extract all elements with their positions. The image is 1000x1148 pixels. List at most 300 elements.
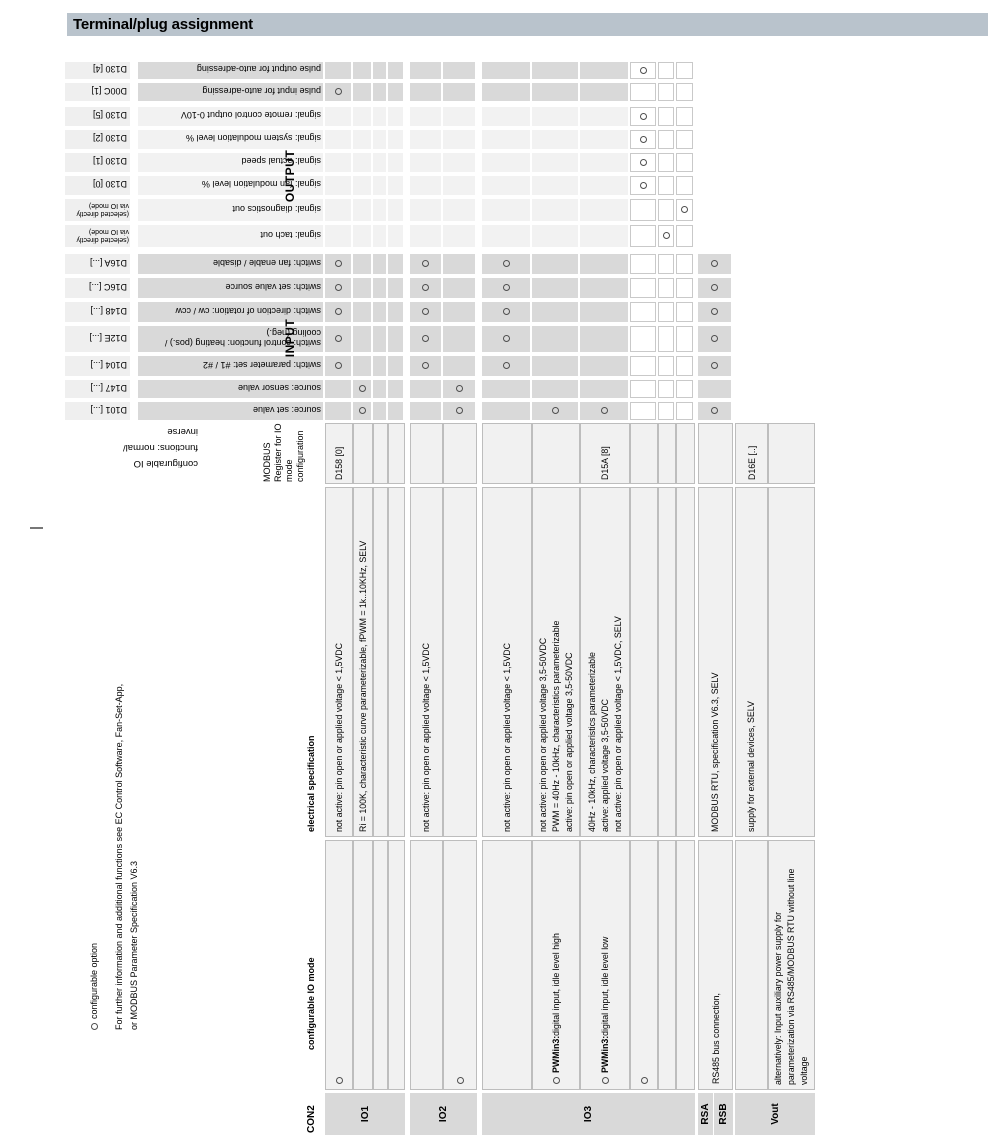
matrix-col-register-label: D130 [5] (92, 110, 127, 121)
io-mode-cell-io1c (373, 840, 388, 1090)
spec-cell-io3a: not active: pin open or applied voltage < 1,5VDC (482, 487, 532, 837)
matrix-cell (353, 302, 371, 322)
matrix-cell (580, 83, 628, 101)
matrix-cell (532, 225, 578, 247)
config-option-circle (503, 309, 510, 316)
matrix-cell (325, 130, 351, 149)
matrix-cell (373, 130, 386, 149)
matrix-col-register-label: D00C [1] (91, 86, 127, 96)
matrix-cell (580, 153, 628, 172)
config-option-circle (503, 336, 510, 343)
matrix-cell (630, 356, 656, 376)
matrix-cell (630, 199, 656, 221)
config-option-circle (359, 386, 366, 393)
matrix-cell (482, 153, 530, 172)
config-option-circle (335, 285, 342, 292)
matrix-cell (373, 107, 386, 126)
terminal-column-header: CON2 (306, 1105, 317, 1133)
footnote-info-line1: For further information and additional functions see EC Control Software, Fan-Set-App, (114, 683, 124, 1030)
config-option-circle (503, 285, 510, 292)
matrix-cell (580, 199, 628, 221)
matrix-cell (532, 153, 578, 172)
matrix-cell (698, 402, 731, 420)
matrix-cell (443, 254, 475, 274)
matrix-cell (676, 278, 693, 298)
matrix-cell (353, 225, 371, 247)
matrix-cell (482, 356, 530, 376)
matrix-cell (410, 326, 441, 352)
matrix-cell (482, 402, 530, 420)
matrix-col-label: signal: diagnostics out (232, 204, 321, 214)
matrix-cell (353, 130, 371, 149)
spec-cell-io3f (676, 487, 695, 837)
matrix-cell (388, 62, 403, 79)
matrix-col-label: signal: remote control output 0-10V (180, 110, 321, 121)
matrix-cell (325, 402, 351, 420)
config-option-circle (456, 386, 463, 393)
io-mode-cell-io3c: PWMin3: digital input, idle level low (580, 840, 630, 1090)
matrix-cell (410, 278, 441, 298)
matrix-cell (676, 225, 693, 247)
matrix-cell (388, 278, 403, 298)
register-cell-io3b (532, 423, 580, 484)
matrix-cell (353, 83, 371, 101)
matrix-cell (388, 380, 403, 398)
matrix-cell (532, 199, 578, 221)
matrix-cell (630, 302, 656, 322)
matrix-cell (698, 380, 731, 398)
matrix-cell (388, 130, 403, 149)
matrix-col-label: source: sensor value (237, 383, 321, 393)
matrix-cell (532, 278, 578, 298)
spec-cell-io3e (658, 487, 676, 837)
config-option-circle (601, 408, 608, 415)
spec-cell-io1b: Ri = 100K, characteristic curve parameterizable, fPWM = 1k..10KHz, SELV (353, 487, 373, 837)
functions-header: configurable IO functions: normal/ inverse (123, 426, 198, 469)
matrix-col-label: signal: system modulation level % (185, 133, 321, 144)
matrix-col-register-label: D16C [...] (88, 282, 127, 292)
matrix-cell (443, 199, 475, 221)
matrix-cell (630, 326, 656, 352)
matrix-col-label: signal: actual speed (241, 156, 321, 167)
matrix-cell (410, 199, 441, 221)
matrix-cell (410, 153, 441, 172)
matrix-cell (532, 402, 578, 420)
matrix-cell (676, 199, 693, 221)
matrix-col-register-label: D130 [2] (92, 133, 127, 144)
io-mode-cell-io2b (443, 840, 477, 1090)
config-option-circle (503, 261, 510, 268)
matrix-cell (443, 326, 475, 352)
spec-cell-io2a: not active: pin open or applied voltage < 1,5VDC (410, 487, 443, 837)
matrix-cell (676, 356, 693, 376)
circle-icon (457, 1077, 464, 1084)
io-mode-cell-io3f (676, 840, 695, 1090)
config-option-circle (663, 233, 670, 240)
output-group-label: OUTPUT (283, 149, 297, 203)
matrix-cell (698, 302, 731, 322)
config-option-circle (335, 261, 342, 268)
matrix-cell (410, 83, 441, 101)
config-option-circle (640, 182, 647, 189)
matrix-cell (373, 356, 386, 376)
terminal-cell-rsb (714, 1093, 733, 1135)
matrix-col-register-label: D147 [...] (90, 383, 127, 393)
matrix-cell (443, 302, 475, 322)
matrix-cell (353, 402, 371, 420)
matrix-cell (676, 302, 693, 322)
matrix-cell (373, 380, 386, 398)
io-mode-cell-io1a (325, 840, 353, 1090)
matrix-cell (676, 254, 693, 274)
matrix-cell (410, 62, 441, 79)
matrix-cell (353, 62, 371, 79)
matrix-cell (532, 326, 578, 352)
matrix-col-label: source: set value (252, 405, 321, 415)
matrix-cell (443, 225, 475, 247)
matrix-cell (658, 302, 674, 322)
fold-mark (30, 527, 43, 529)
matrix-cell (388, 356, 403, 376)
register-cell-io2a (410, 423, 443, 484)
terminal-cell-io2 (410, 1093, 477, 1135)
matrix-cell (443, 380, 475, 398)
matrix-cell (410, 225, 441, 247)
matrix-cell (580, 176, 628, 195)
terminal-label: IO3 (583, 1105, 594, 1123)
config-option-circle (711, 363, 718, 370)
spec-cell-io3d (630, 487, 658, 837)
matrix-cell (676, 62, 693, 79)
io-mode-cell-io1b (353, 840, 373, 1090)
io-mode-cell-io3e (658, 840, 676, 1090)
matrix-cell (373, 153, 386, 172)
matrix-cell (353, 254, 371, 274)
matrix-cell (325, 254, 351, 274)
matrix-col-label: pulse output for auto-adressing (196, 64, 321, 75)
matrix-cell (580, 254, 628, 274)
terminal-cell-io1 (325, 1093, 405, 1135)
circle-icon (336, 1077, 343, 1084)
config-option-circle (711, 336, 718, 343)
io-mode-cell-rs: RS485 bus connection, (698, 840, 733, 1090)
register-cell-vouta: D16E [..] (735, 423, 768, 484)
matrix-cell (658, 402, 674, 420)
config-option-circle (711, 309, 718, 316)
matrix-cell (532, 380, 578, 398)
matrix-col-register-label: (selected directly via IO mode) (76, 202, 129, 217)
io-mode-cell-io3b: PWMin3: digital input, idle level high (532, 840, 580, 1090)
spec-cell-io1d (388, 487, 405, 837)
matrix-cell (658, 199, 674, 221)
matrix-cell (630, 176, 656, 195)
matrix-cell (676, 402, 693, 420)
matrix-cell (630, 278, 656, 298)
matrix-cell (410, 107, 441, 126)
matrix-cell (443, 83, 475, 101)
matrix-cell (388, 225, 403, 247)
matrix-cell (580, 107, 628, 126)
matrix-col-label: switch: set value source (225, 282, 321, 292)
matrix-cell (658, 380, 674, 398)
matrix-cell (443, 176, 475, 195)
register-cell-io1c (373, 423, 388, 484)
matrix-cell (410, 176, 441, 195)
io-mode-cell-vouta (735, 840, 768, 1090)
config-option-circle (711, 261, 718, 268)
terminal-cell-rsa (698, 1093, 713, 1135)
matrix-cell (532, 130, 578, 149)
matrix-cell (443, 402, 475, 420)
matrix-cell (373, 278, 386, 298)
terminal-label: RSB (718, 1103, 729, 1125)
config-option-circle (422, 309, 429, 316)
io-mode-cell-io2a (410, 840, 443, 1090)
matrix-cell (353, 176, 371, 195)
matrix-cell (482, 199, 530, 221)
matrix-cell (388, 402, 403, 420)
matrix-cell (373, 225, 386, 247)
matrix-cell (698, 356, 731, 376)
matrix-cell (532, 356, 578, 376)
register-column-header: MODBUS Register for IO mode configuration (262, 423, 305, 482)
matrix-cell (388, 254, 403, 274)
matrix-cell (443, 107, 475, 126)
matrix-cell (443, 62, 475, 79)
matrix-cell (676, 153, 693, 172)
matrix-cell (388, 199, 403, 221)
config-option-circle (422, 285, 429, 292)
register-cell-io3a (482, 423, 532, 484)
matrix-cell (580, 356, 628, 376)
matrix-cell (630, 225, 656, 247)
input-group-label: INPUT (283, 318, 297, 358)
matrix-cell (353, 153, 371, 172)
matrix-cell (580, 225, 628, 247)
register-cell-io3d (630, 423, 658, 484)
matrix-cell (580, 380, 628, 398)
matrix-col-label: switch: fan enable / disable (212, 258, 321, 268)
terminal-label: RSA (700, 1103, 711, 1125)
spec-cell-io1a: not active: pin open or applied voltage < 1,5VDC (325, 487, 353, 837)
matrix-cell (482, 302, 530, 322)
matrix-cell (658, 107, 674, 126)
matrix-cell (482, 225, 530, 247)
matrix-cell (373, 83, 386, 101)
matrix-col-register-label: D104 [...] (90, 360, 127, 370)
spec-cell-io3b: not active: pin open or applied voltage 3,5-50VDC PWM = 40Hz - 10kHz, characteristics parameterizable active: pin open or applied voltage 3,5-50VDC (532, 487, 580, 837)
matrix-cell (630, 62, 656, 79)
matrix-cell (373, 62, 386, 79)
circle-icon (553, 1077, 560, 1084)
matrix-cell (630, 83, 656, 101)
matrix-cell (325, 83, 351, 101)
io-mode-cell-voutb: alternatively: Input auxiliary power supply for parameterization via RS485/MODBUS RTU without line voltage (768, 840, 815, 1090)
matrix-cell (532, 302, 578, 322)
config-option-circle (335, 363, 342, 370)
register-cell-rs (698, 423, 733, 484)
matrix-col-label: pulse input for auto-adressing (202, 86, 321, 96)
matrix-cell (658, 130, 674, 149)
matrix-cell (676, 130, 693, 149)
terminal-assignment-table (65, 60, 815, 1135)
matrix-cell (325, 153, 351, 172)
matrix-cell (443, 130, 475, 149)
io-mode-column-header: configurable IO mode (306, 957, 316, 1050)
io-mode-cell-io3d (630, 840, 658, 1090)
matrix-cell (658, 62, 674, 79)
config-option-circle (640, 136, 647, 143)
matrix-cell (482, 380, 530, 398)
config-option-circle (422, 363, 429, 370)
matrix-cell (658, 278, 674, 298)
matrix-cell (532, 254, 578, 274)
matrix-col-label: switch: parameter set: #1 / #2 (202, 360, 321, 370)
config-option-circle (640, 67, 647, 74)
spec-cell-vouta: supply for external devices, SELV (735, 487, 768, 837)
matrix-cell (325, 380, 351, 398)
config-option-circle (335, 89, 342, 96)
register-cell-io3e (658, 423, 676, 484)
matrix-cell (630, 402, 656, 420)
matrix-cell (353, 199, 371, 221)
matrix-cell (532, 176, 578, 195)
config-option-circle (711, 408, 718, 415)
terminal-cell-io3 (482, 1093, 695, 1135)
config-option-circle (681, 207, 688, 214)
terminal-label: IO1 (359, 1105, 371, 1123)
register-cell-io3c: D15A [8] (580, 423, 630, 484)
matrix-cell (676, 83, 693, 101)
matrix-cell (325, 356, 351, 376)
matrix-col-register-label: D148 [...] (90, 306, 127, 316)
matrix-cell (443, 356, 475, 376)
config-option-circle (640, 159, 647, 166)
config-option-circle (711, 285, 718, 292)
matrix-cell (630, 107, 656, 126)
terminal-label: IO2 (438, 1105, 449, 1123)
footnote-configurable-option: configurable option (89, 943, 99, 1030)
spec-cell-io3c: 40Hz - 10kHz, characteristics parameterizable active: applied voltage 3,5-50VDC not active: pin open or applied voltage < 1,5VDC, SELV (580, 487, 630, 837)
matrix-cell (410, 130, 441, 149)
spec-cell-io2b (443, 487, 477, 837)
spec-cell-voutb (768, 487, 815, 837)
matrix-cell (658, 326, 674, 352)
matrix-col-register-label: D12E [...] (89, 333, 127, 343)
matrix-cell (630, 380, 656, 398)
matrix-cell (630, 153, 656, 172)
matrix-cell (388, 176, 403, 195)
matrix-cell (373, 326, 386, 352)
matrix-cell (388, 326, 403, 352)
config-option-circle (335, 336, 342, 343)
matrix-cell (482, 254, 530, 274)
matrix-col-label: switch: control function: heating (pos.) / cooling (neg.) (164, 328, 321, 348)
matrix-cell (482, 326, 530, 352)
circle-icon (641, 1077, 648, 1084)
circle-icon (91, 1023, 98, 1030)
circle-icon (602, 1077, 609, 1084)
matrix-cell (325, 225, 351, 247)
matrix-cell (482, 107, 530, 126)
matrix-cell (373, 402, 386, 420)
matrix-cell (325, 326, 351, 352)
matrix-cell (580, 278, 628, 298)
matrix-cell (410, 380, 441, 398)
io-mode-cell-io3a (482, 840, 532, 1090)
matrix-cell (580, 326, 628, 352)
matrix-cell (388, 107, 403, 126)
matrix-cell (482, 176, 530, 195)
matrix-cell (443, 278, 475, 298)
matrix-cell (410, 356, 441, 376)
matrix-cell (325, 62, 351, 79)
matrix-cell (410, 302, 441, 322)
matrix-cell (658, 356, 674, 376)
matrix-cell (373, 199, 386, 221)
matrix-col-label: signal: fan modulation level % (201, 179, 321, 190)
spec-cell-io1c (373, 487, 388, 837)
matrix-cell (443, 153, 475, 172)
matrix-cell (373, 302, 386, 322)
matrix-cell (325, 176, 351, 195)
matrix-cell (482, 278, 530, 298)
matrix-cell (658, 153, 674, 172)
matrix-cell (676, 107, 693, 126)
matrix-cell (410, 402, 441, 420)
io-mode-cell-io1d (388, 840, 405, 1090)
matrix-cell (580, 62, 628, 79)
matrix-cell (676, 326, 693, 352)
matrix-cell (482, 130, 530, 149)
matrix-cell (698, 326, 731, 352)
register-cell-io1b (353, 423, 373, 484)
matrix-cell (580, 402, 628, 420)
matrix-cell (388, 83, 403, 101)
matrix-col-register-label: D16A [...] (89, 258, 127, 268)
matrix-col-register-label: D130 [1] (92, 156, 127, 167)
matrix-cell (532, 62, 578, 79)
matrix-cell (658, 225, 674, 247)
matrix-cell (482, 62, 530, 79)
matrix-cell (373, 254, 386, 274)
config-option-circle (335, 309, 342, 316)
matrix-cell (698, 278, 731, 298)
terminal-label: Vout (769, 1103, 781, 1125)
matrix-cell (353, 326, 371, 352)
matrix-col-register-label: D101 [...] (90, 405, 127, 415)
matrix-cell (388, 153, 403, 172)
register-cell-io1d (388, 423, 405, 484)
footnote-info-line2: or MODBUS Parameter Specification V6.3 (129, 860, 139, 1030)
matrix-cell (676, 380, 693, 398)
config-option-circle (640, 113, 647, 120)
matrix-cell (353, 107, 371, 126)
matrix-cell (580, 302, 628, 322)
config-option-circle (503, 363, 510, 370)
matrix-col-register-label: D130 [4] (92, 64, 127, 75)
register-cell-io3f (676, 423, 695, 484)
matrix-cell (630, 130, 656, 149)
section-title-bar (67, 13, 988, 36)
matrix-cell (630, 254, 656, 274)
config-option-circle (552, 408, 559, 415)
matrix-cell (388, 302, 403, 322)
matrix-col-register-label: (selected directly via IO mode) (76, 228, 129, 243)
matrix-cell (353, 356, 371, 376)
matrix-cell (353, 380, 371, 398)
matrix-cell (373, 176, 386, 195)
